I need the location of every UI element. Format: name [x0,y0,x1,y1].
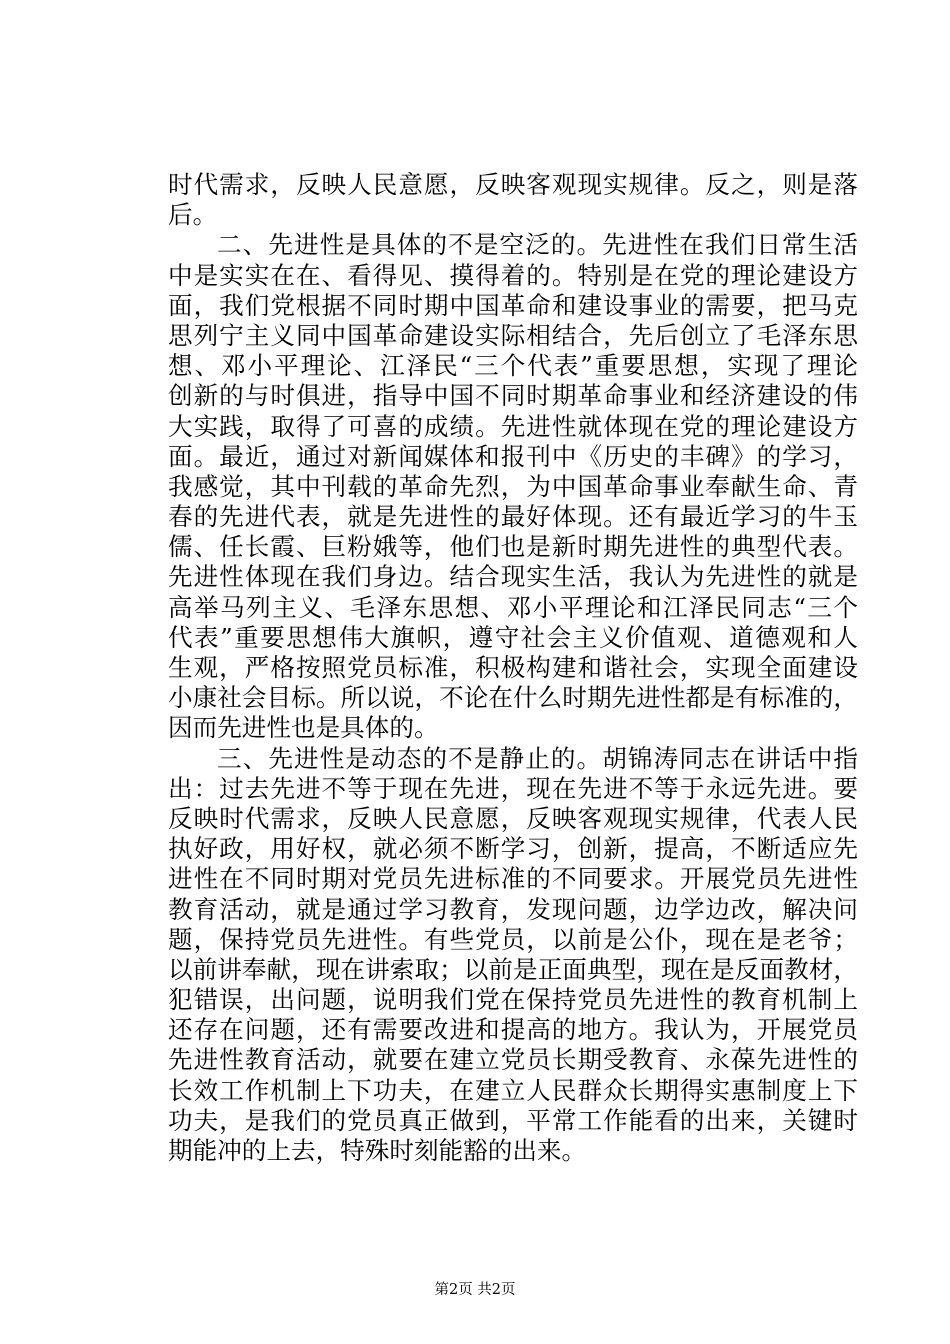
page-number-label: 第2页 共2页 [434,1282,516,1298]
text-line: 反映时代需求，反映人民意愿，反映客观现实规律，代表人民 [168,803,858,833]
text-line: 以前讲奉献，现在讲索取；以前是正面典型，现在是反面教材， [168,954,858,984]
text-line: 儒、任长霞、巨粉娥等，他们也是新时期先进性的典型代表。 [168,532,858,562]
text-line: 先进性教育活动，就要在建立党员长期受教育、永葆先进性的 [168,1045,858,1075]
text-line: 进性在不同时期对党员先进标准的不同要求。开展党员先进性 [168,864,858,894]
text-line: 思列宁主义同中国革命建设实际相结合，先后创立了毛泽东思 [168,320,858,350]
page-footer [0,1278,950,1299]
text-line: 期能冲的上去，特殊时刻能豁的出来。 [168,1136,587,1165]
text-line: 想、邓小平理论、江泽民“三个代表”重要思想，实现了理论 [168,351,858,381]
text-line: 面。最近，通过对新闻媒体和报刊中《历史的丰碑》的学习， [168,441,858,471]
text-line: 创新的与时俱进，指导中国不同时期革命事业和经济建设的伟 [168,381,858,411]
text-line: 代表”重要思想伟大旗帜，遵守社会主义价值观、道德观和人 [168,622,858,652]
text-line: 三、先进性是动态的不是静止的。胡锦涛同志在讲话中指 [217,743,858,773]
text-line: 长效工作机制上下功夫，在建立人民群众长期得实惠制度上下 [168,1075,858,1105]
text-line: 因而先进性也是具体的。 [168,713,439,743]
text-line: 生观，严格按照党员标准，积极构建和谐社会，实现全面建设 [168,653,858,682]
text-line: 面，我们党根据不同时期中国革命和建设事业的需要，把马克 [168,290,858,320]
body-text [168,170,858,1166]
text-line: 我感觉，其中刊载的革命先烈，为中国革命事业奉献生命、青 [168,471,858,501]
text-line: 教育活动，就是通过学习教育，发现问题，边学边改，解决问 [168,894,858,924]
text-line: 中是实实在在、看得见、摸得着的。特别是在党的理论建设方 [168,260,858,290]
text-line: 题，保持党员先进性。有些党员，以前是公仆，现在是老爷； [168,924,858,954]
text-line: 后。 [168,200,218,230]
text-line: 出：过去先进不等于现在先进，现在先进不等于永远先进。要 [168,773,858,803]
text-line: 春的先进代表，就是先进性的最好体现。还有最近学习的牛玉 [168,502,858,532]
text-line: 时代需求，反映人民意愿，反映客观现实规律。反之，则是落 [168,170,858,199]
text-line: 还存在问题，还有需要改进和提高的地方。我认为，开展党员 [168,1015,858,1045]
text-line: 高举马列主义、毛泽东思想、邓小平理论和江泽民同志“三个 [168,592,858,622]
text-line: 二、先进性是具体的不是空泛的。先进性在我们日常生活 [217,230,858,260]
text-line: 大实践，取得了可喜的成绩。先进性就体现在党的理论建设方 [168,411,858,441]
text-line: 功夫，是我们的党员真正做到，平常工作能看的出来，关键时 [168,1105,858,1135]
text-line: 小康社会目标。所以说，不论在什么时期先进性都是有标准的， [168,683,858,713]
text-line: 执好政，用好权，就必须不断学习，创新，提高，不断适应先 [168,834,858,864]
text-line: 犯错误，出问题，说明我们党在保持党员先进性的教育机制上 [168,985,858,1015]
text-line: 先进性体现在我们身边。结合现实生活，我认为先进性的就是 [168,562,858,592]
